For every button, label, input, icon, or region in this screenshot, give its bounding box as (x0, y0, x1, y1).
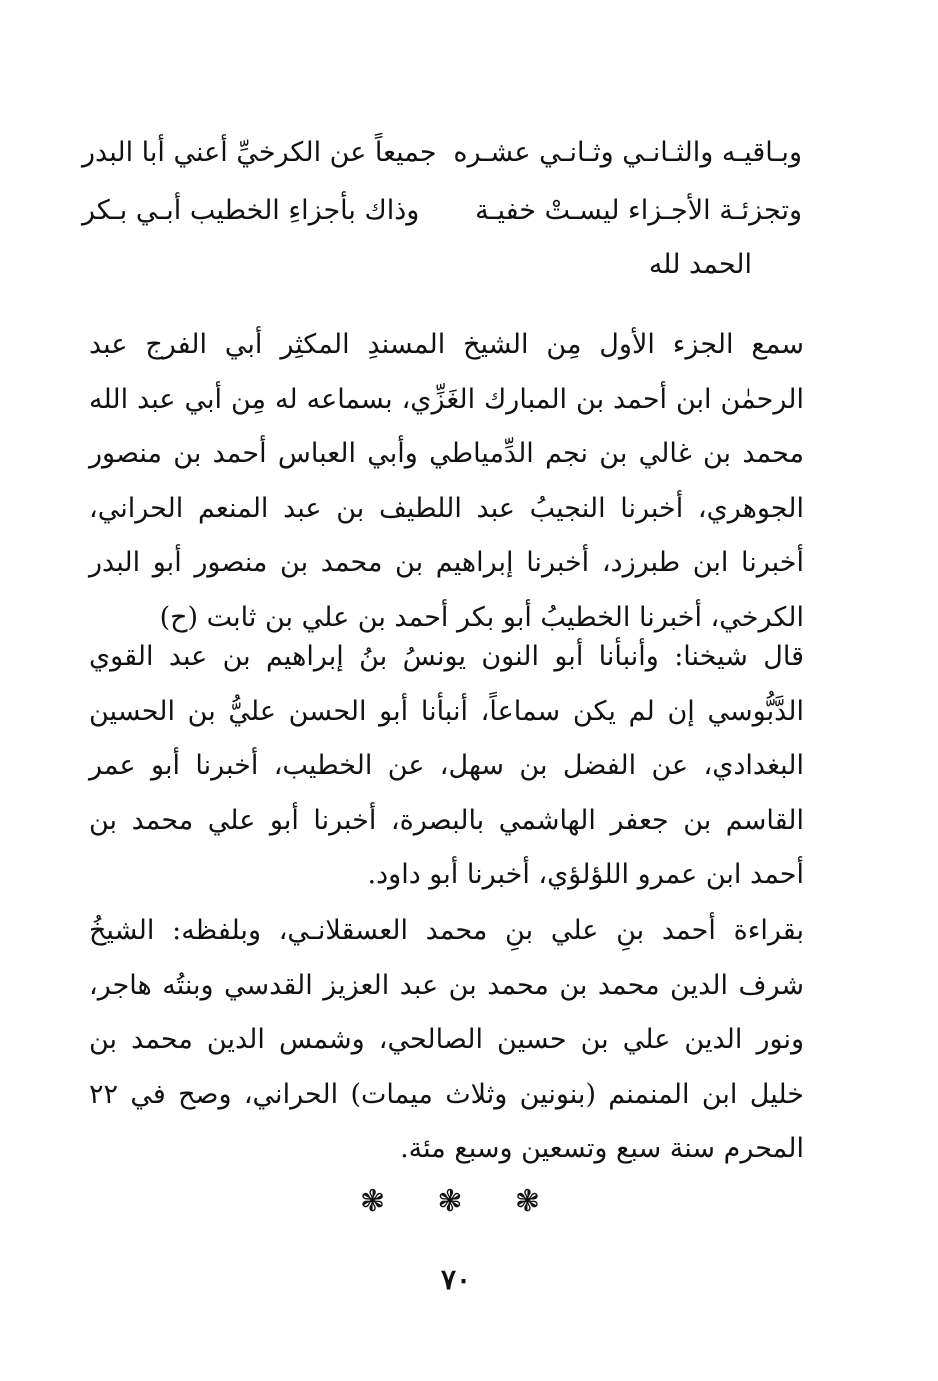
paragraph-reading-attendance: بقراءة أحمد بنِ علي بنِ محمد العسقلانـي، وبلفظه: الشيخُ شرف الدين محمد بن محمد بن عبد العزيز القدسي وبنتُه هاجر، ونور الدين علي بن حسين الصالحي، وشمس الدين محمد بن خليل ابن المنمنم (بنونين وثلاث ميمات) الحراني، وصح في ٢٢ المحرم سنة سبع وتسعين وسبع مئة. (89, 915, 804, 1164)
page-number: ٧٠ (440, 1263, 472, 1296)
poem-verse-2 (82, 182, 802, 240)
paragraph-shaykh-chain: قال شيخنا: وأنبأنا أبو النون يونسُ بنُ إبراهيم بن عبد القوي الدَّبُّوسي إن لم يكن سماعاً، أنبأنا أبو الحسن عليُّ بن الحسين البغدادي، عن الفضل بن سهل، عن الخطيب، أخبرنا أبو عمر القاسم بن جعفر الهاشمي بالبصرة، أخبرنا أبو علي محمد بن أحمد ابن عمرو اللؤلؤي، أخبرنا أبو داود. (89, 641, 804, 890)
separator-ornament-icon: ❃ (360, 1184, 386, 1219)
paragraph-sama-chain: سمع الجزء الأول مِن الشيخ المسندِ المكثِر أبي الفرج عبد الرحمٰن ابن أحمد بن المبارك الغَزِّي، بسماعه له مِن أبي عبد الله محمد بن غالي بن نجم الدِّمياطي وأبي العباس أحمد بن منصور الجوهري، أخبرنا النجيبُ عبد اللطيف بن عبد المنعم الحراني، أخبرنا ابن طبرزد، أخبرنا إبراهيم بن محمد بن منصور أبو البدر الكرخي، أخبرنا الخطيبُ أبو بكر أحمد بن علي بن ثابت (ح) (89, 329, 804, 633)
separator-ornament-icon: ❃ (437, 1184, 463, 1219)
verse-1-second-hemistich: جميعاً عن الكرخيِّ أعني أبا البدر (82, 137, 437, 168)
poem-verse-1 (82, 124, 802, 182)
section-separator (360, 1182, 540, 1222)
poem-closing-line: الحمد لله (648, 249, 752, 280)
separator-ornament-icon: ❃ (514, 1184, 540, 1219)
verse-1-first-hemistich: وبـاقيـه والثـانـي وثـانـي عشـره (453, 137, 802, 168)
verse-2-second-hemistich: وذاك بأجزاءِ الخطيب أبـي بـكر (82, 195, 420, 226)
verse-2-first-hemistich: وتجزئـة الأجـزاء ليسـتْ خفيـة (475, 195, 802, 226)
poem-block (82, 124, 802, 240)
